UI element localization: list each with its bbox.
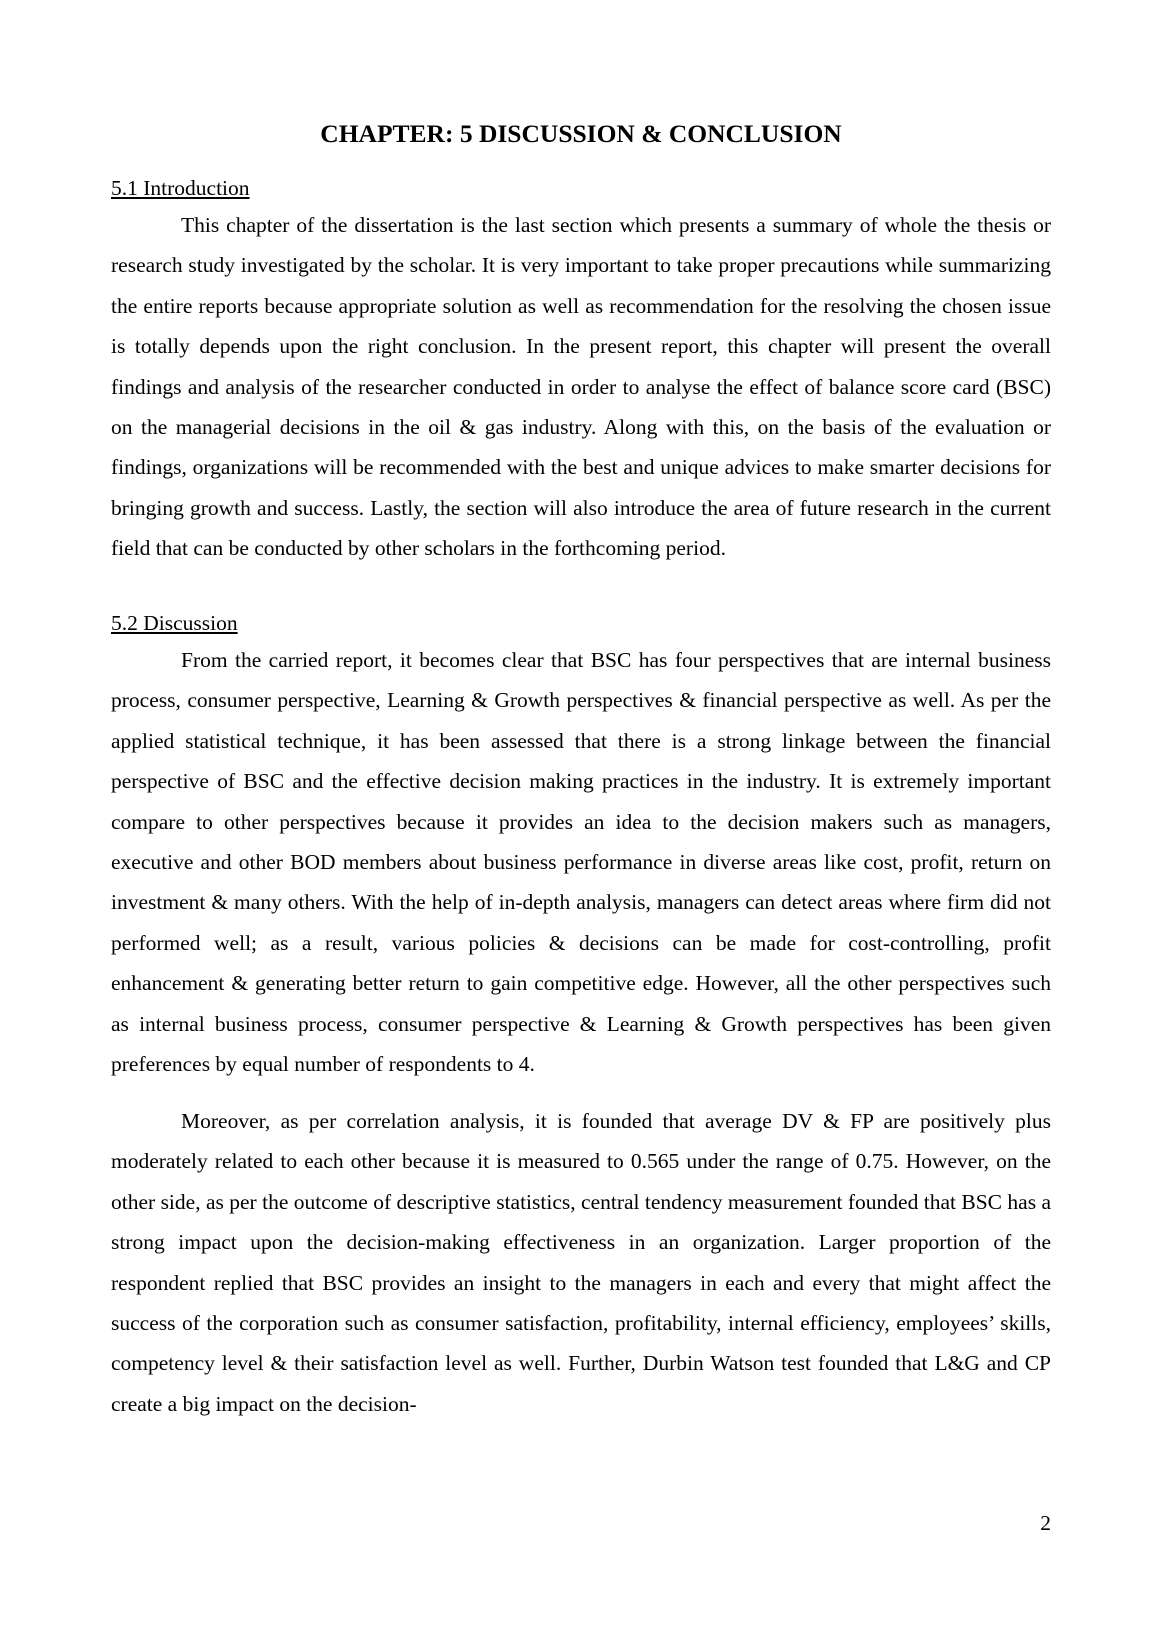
page-number: 2 [1040, 1511, 1051, 1535]
document-page [111, 0, 1051, 1638]
section-heading-introduction: 5.1 Introduction [111, 176, 250, 200]
discussion-paragraph-2: Moreover, as per correlation analysis, it is founded that average DV & FP are positively plus moderately related to each other because it is measured to 0.565 under the range of 0.75. However, on the other side, as per the outcome of descriptive statistics, central tendency measurement founded that BSC has a strong impact upon the decision-making effectiveness in an organization. Larger proportion of the respondent replied that BSC provides an insight to the managers in each and every that might affect the success of the corporation such as consumer satisfaction, profitability, internal efficiency, employees’ skills, competency level & their satisfaction level as well. Further, Durbin Watson test founded that L&G and CP create a big impact on the decision- [111, 1109, 1051, 1416]
section-heading-discussion: 5.2 Discussion [111, 611, 238, 635]
discussion-paragraph-1: From the carried report, it becomes clear that BSC has four perspectives that are internal business process, consumer perspective, Learning & Growth perspectives & financial perspective as well. As per the applied statistical technique, it has been assessed that there is a strong linkage between the financial perspective of BSC and the effective decision making practices in the industry. It is extremely important compare to other perspectives because it provides an idea to the decision makers such as managers, executive and other BOD members about business performance in diverse areas like cost, profit, return on investment & many others. With the help of in-depth analysis, managers can detect areas where firm did not performed well; as a result, various policies & decisions can be made for cost-controlling, profit enhancement & generating better return to gain competitive edge. However, all the other perspectives such as internal business process, consumer perspective & Learning & Growth perspectives has been given preferences by equal number of respondents to 4. [111, 648, 1051, 1077]
chapter-title: CHAPTER: 5 DISCUSSION & CONCLUSION [320, 119, 842, 148]
introduction-paragraph: This chapter of the dissertation is the last section which presents a summary of whole the thesis or research study investigated by the scholar. It is very important to take proper precautions while summarizing the entire reports because appropriate solution as well as recommendation for the resolving the chosen issue is totally depends upon the right conclusion. In the present report, this chapter will present the overall findings and analysis of the researcher conducted in order to analyse the effect of balance score card (BSC) on the managerial decisions in the oil & gas industry. Along with this, on the basis of the evaluation or findings, organizations will be recommended with the best and unique advices to make smarter decisions for bringing growth and success. Lastly, the section will also introduce the area of future research in the current field that can be conducted by other scholars in the forthcoming period. [111, 213, 1051, 561]
